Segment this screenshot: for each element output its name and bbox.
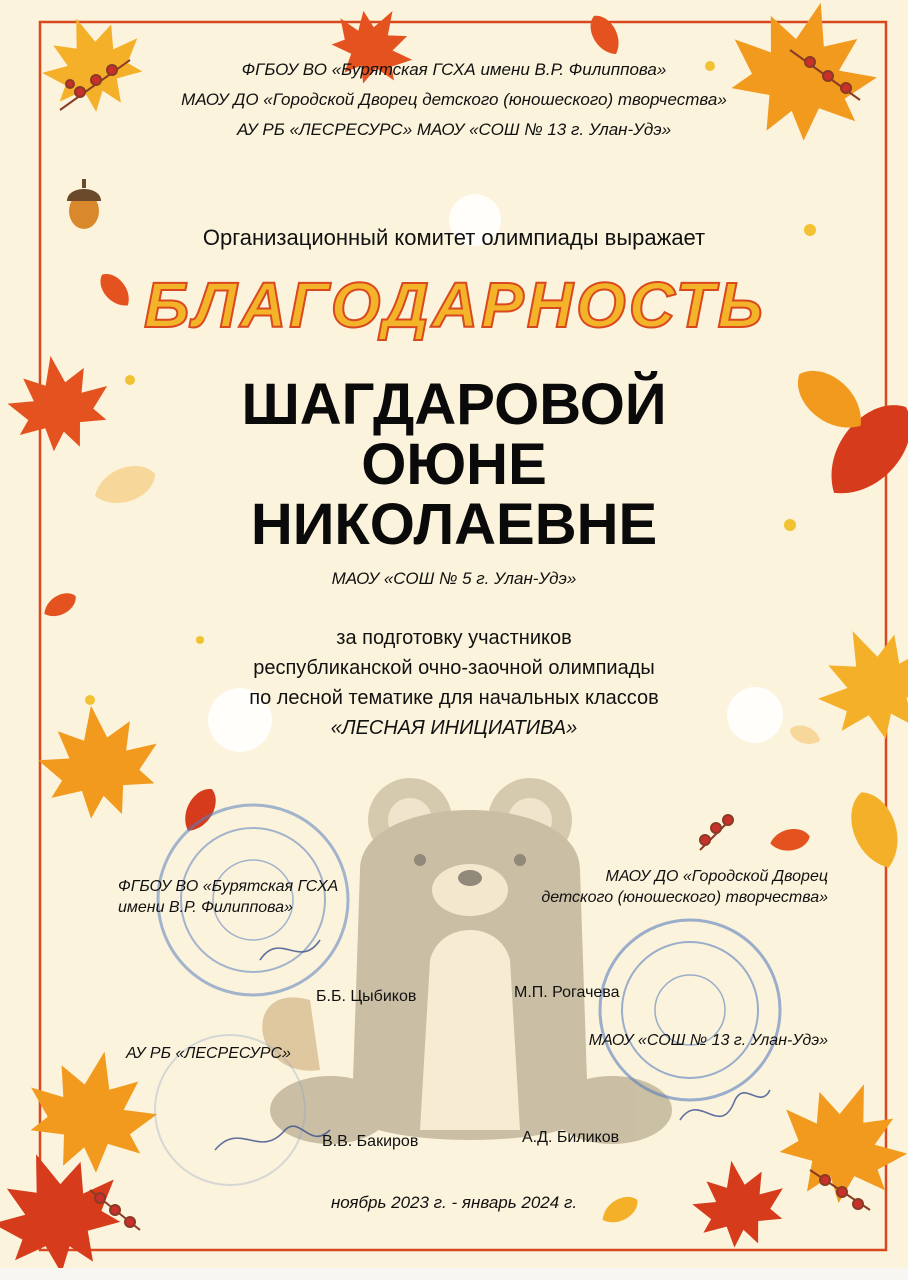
recipient-name-line-3: НИКОЛАЕВНЕ [250, 492, 658, 557]
left-org-1: ФГБОУ ВО «Бурятская ГСХА [118, 878, 339, 895]
org-line-3: АУ РБ «ЛЕСРЕСУРС» МАОУ «СОШ № 13 г. Улан-Удэ» [236, 120, 672, 139]
right-signer-1: М.П. Рогачева [514, 984, 620, 1001]
org-line-1: ФГБОУ ВО «Бурятская ГСХА имени В.Р. Филиппова» [241, 60, 667, 79]
right-org-3: МАОУ «СОШ № 13 г. Улан-Удэ» [588, 1032, 828, 1049]
left-org-2: имени В.Р. Филиппова» [118, 899, 293, 916]
recipient-school: МАОУ «СОШ № 5 г. Улан-Удэ» [331, 569, 577, 588]
reason-line-4: «ЛЕСНАЯ ИНИЦИАТИВА» [330, 717, 578, 739]
org-line-2: МАОУ ДО «Городской Дворец детского (юношеского) творчества» [181, 90, 727, 109]
acorn-icon [67, 179, 101, 229]
period-text: ноябрь 2023 г. - январь 2024 г. [330, 1193, 578, 1212]
reason-line-3: по лесной тематике для начальных классов [249, 687, 659, 709]
recipient-name-line-2: ОЮНЕ [361, 432, 547, 497]
award-title: БЛАГОДАРНОСТЬ [144, 269, 766, 341]
right-signer-2: А.Д. Биликов [522, 1129, 620, 1146]
intro-text: Организационный комитет олимпиады выражает [202, 225, 706, 250]
right-org-1: МАОУ ДО «Городской Дворец [605, 868, 828, 885]
recipient-name-line-1: ШАГДАРОВОЙ [241, 372, 667, 437]
reason-line-2: республиканской очно-заочной олимпиады [253, 657, 655, 679]
right-org-2: детского (юношеского) творчества» [541, 889, 828, 906]
official-stamp [600, 920, 780, 1100]
bear-illustration [262, 778, 672, 1144]
left-signer-2: В.В. Бакиров [322, 1133, 419, 1150]
reason-line-1: за подготовку участников [336, 627, 572, 649]
left-org-3: АУ РБ «ЛЕСРЕСУРС» [126, 1045, 291, 1062]
left-signer-1: Б.Б. Цыбиков [316, 988, 417, 1005]
